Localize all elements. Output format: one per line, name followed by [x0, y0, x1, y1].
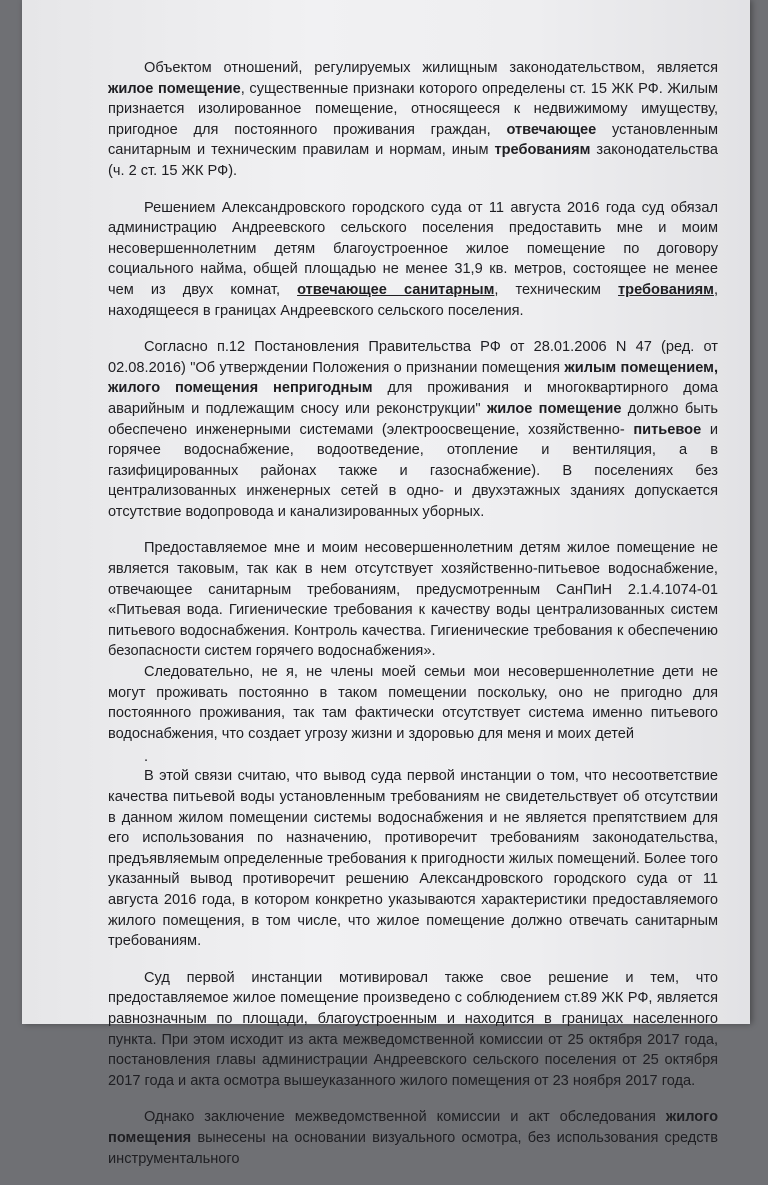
stray-dot: [108, 750, 718, 764]
emphasis-text: требованиям: [494, 142, 591, 159]
paper-sheet: [22, 0, 750, 1167]
text-run: Решением Александровского городского суда от 11 августа 2016 года суд обязал администрацию Андреевского сельского поселения предоставить мне и моим несовершеннолетним детям благоустроенное жилое помещение по договору социального найма, общей площадью не менее 31,9 кв. метров, состоящее не менее чем из двух комнат,: [108, 199, 718, 298]
paragraph-3: [108, 337, 718, 522]
emphasis-text: питьевое: [633, 421, 702, 438]
text-run: , существенные признаки которого определены ст. 15 ЖК РФ. Жилым признается изолированное помещение, относящееся к недвижимому имуществу, пригодное для постоянного проживания граждан,: [108, 80, 719, 138]
paragraph-5: [108, 662, 718, 744]
text-run: Согласно п.12 Постановления Правительства РФ от 28.01.2006 N 47 (ред. от 02.08.2016) "Об утверждении Положения о признании помещения: [108, 339, 718, 376]
paragraph-2: [108, 198, 718, 322]
emphasis-text: жилое помещение: [486, 400, 622, 417]
document-body: [108, 58, 718, 1185]
text-run: для проживания и многоквартирного дома аварийным и подлежащим сносу или реконструкции": [108, 380, 718, 417]
emphasis-text: жилое помещение: [108, 80, 241, 97]
text-run: вынесены на основании визуального осмотра, без использования средств инструментального: [108, 1129, 718, 1167]
text-run: В этой связи считаю, что вывод суда первой инстанции о том, что несоответствие качества питьевой воды установленным требованиям не свидетельствует об отсутствии в данном жилом помещении системы водоснабжения и не является препятствием для его использования по назначению, противоречит требованиям законодательства, предъявляемым определенные требования к пригодности жилых помещений. Более того указанный вывод противоречит решению Александровского городского суда от 11 августа 2016 года, в котором конкретно указываются характеристики предоставляемого жилого помещения, в том числе, что жилое помещение должно отвечать санитарным требованиям.: [108, 768, 718, 950]
paragraph-1: [108, 58, 718, 182]
paragraph-8: [108, 968, 718, 1092]
text-run: должно быть обеспечено инженерными системами (электроосвещение, хозяйственно-: [108, 400, 719, 438]
text-run: , техническим: [494, 281, 619, 298]
text-run: Предоставляемое мне и моим несовершеннолетним детям жилое помещение не является таковым, так как в нем отсутствует хозяйственно-питьевое водоснабжение, отвечающее санитарным требованиям, предусмотренным СанПиН 2.1.4.1074-01 «Питьевая вода. Гигиенические требования к качеству воды централизованных систем питьевого водоснабжения. Контроль качества. Гигиенические требования к обеспечению безопасности систем горячего водоснабжения».: [108, 540, 718, 660]
emphasis-text: отвечающее: [506, 121, 597, 138]
paragraph-4: [108, 538, 718, 662]
text-run: Объектом отношений, регулируемых жилищным законодательством, является: [144, 60, 718, 76]
emphasis-text: жилого помещения: [108, 1109, 718, 1146]
emphasis-text: отвечающее санитарным: [297, 281, 495, 298]
text-run: Однако заключение межведомственной комиссии и акт обследования: [144, 1109, 666, 1126]
emphasis-text: требованиям: [618, 281, 714, 298]
text-run: и горячее водоснабжение, водоотведение, отопление и вентиляция, а в газифицированных районах также и газоснабжение). В поселениях без централизованных инженерных сетей в одно- и двухэтажных зданиях допускается отсутствие водопровода и канализированных уборных.: [108, 421, 718, 520]
paragraph-7: [108, 766, 718, 951]
emphasis-text: жилым помещением, жилого помещения непригодным: [108, 359, 718, 397]
text-run: законодательства (ч. 2 ст. 15 ЖК РФ).: [108, 142, 718, 179]
paragraph-9: [108, 1107, 718, 1169]
text-run: Суд первой инстанции мотивировал также свое решение и тем, что предоставляемое жилое помещение произведено с соблюдением ст.89 ЖК РФ, является равнозначным по площади, благоустроенным и находится в границах населенного пункта. При этом исходит из акта межведомственной комиссии от 25 октября 2017 года, постановления главы администрации Андреевского сельского поселения от 25 октября 2017 года и акта осмотра вышеуказанного жилого помещения от 23 ноября 2017 года.: [108, 969, 718, 1089]
text-run: Следовательно, не я, не члены моей семьи мои несовершеннолетние дети не могут проживать постоянно в таком помещении поскольку, оно не пригодно для постоянного проживания, так там фактически отсутствует система именно питьевого водоснабжения, что создает угрозу жизни и здоровью для меня и моих детей: [108, 664, 718, 742]
text-run: , находящееся в границах Андреевского сельского поселения.: [108, 281, 718, 319]
text-run: .: [144, 749, 149, 766]
text-run: установленным санитарным и техническим правилам и нормам, иным: [108, 121, 718, 159]
